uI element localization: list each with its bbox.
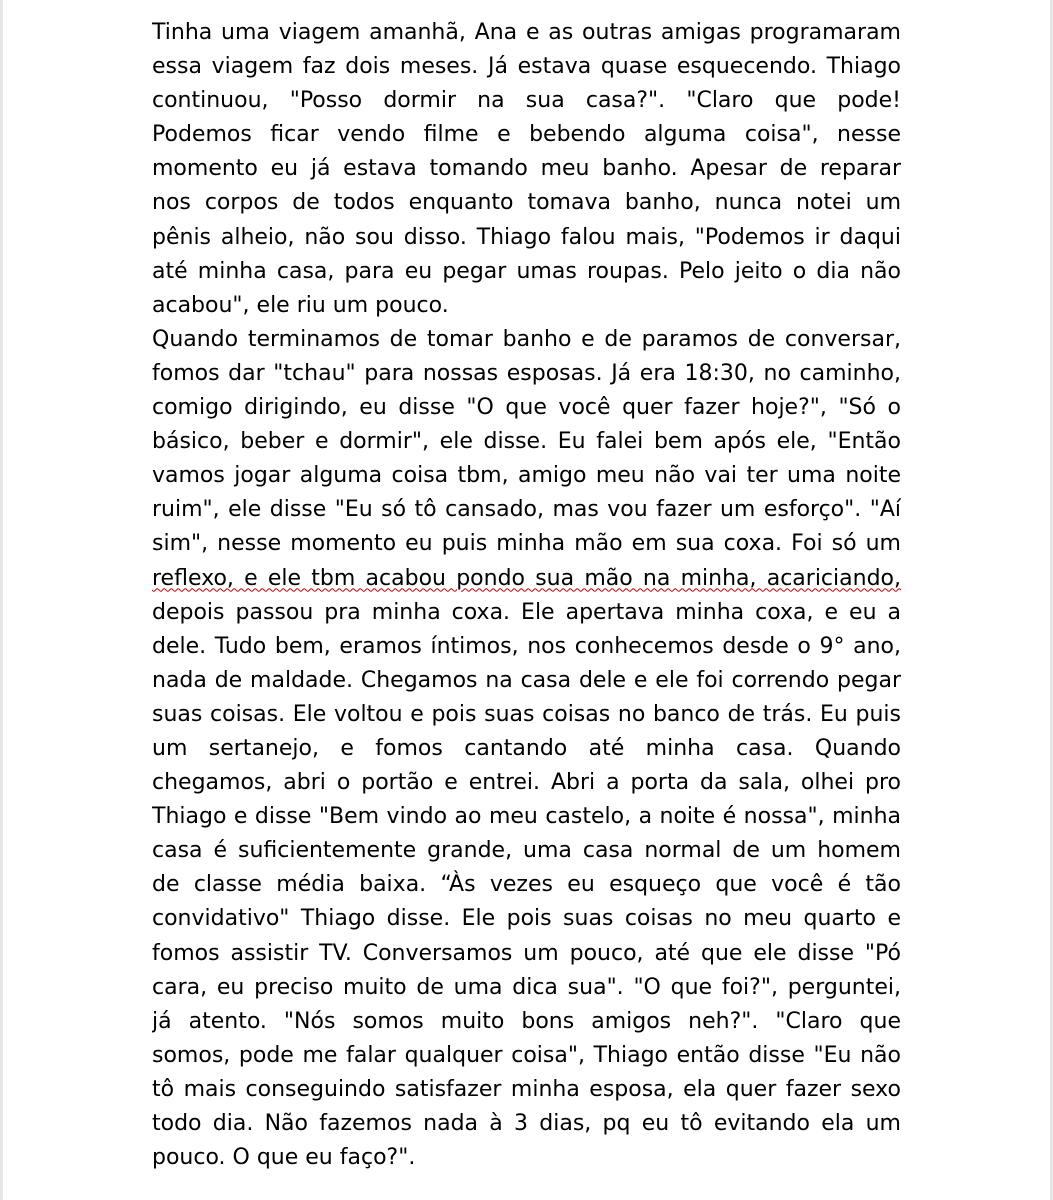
text-line: Tinha uma viagem amanhã, Ana e as outras amigas programaram [152,20,901,45]
document-page [152,16,901,1175]
paragraph-1 [152,16,901,323]
text-line-spellcheck: reflexo, e ele tbm acabou pondo sua mão na minha, acariciando, [152,565,901,591]
text-line: convidativo" Thiago disse. Ele pois suas coisas no meu quarto e [152,906,901,932]
text-line: casa é suficientemente grande, uma casa normal de um homem [152,838,901,864]
text-line: fomos assistir TV. Conversamos um pouco, até que ele disse "Pó [152,940,901,966]
text-line: Podemos ficar vendo filme e bebendo alguma coisa", nesse [152,122,901,148]
text-line: todo dia. Não fazemos nada à 3 dias, pq eu tô evitando ela um [152,1111,901,1136]
text-line: cara, eu preciso muito de uma dica sua". "O que foi?", perguntei, [152,974,901,1000]
text-line: continuou, "Posso dormir na sua casa?". "Claro que pode! [152,88,901,114]
text-line: vamos jogar alguma coisa tbm, amigo meu não vai ter uma noite [152,463,901,489]
text-line: depois passou pra minha coxa. Ele apertava minha coxa, e eu a [152,599,901,625]
text-line: de classe média baixa. “Às vezes eu esqueço que você é tão [152,872,901,898]
text-line: comigo dirigindo, eu disse "O que você quer fazer hoje?", "Só o [152,395,901,421]
text-line: um sertanejo, e fomos cantando até minha casa. Quando [152,735,901,761]
text-line: tô mais conseguindo satisfazer minha esposa, ela quer fazer sexo [152,1076,901,1102]
text-line: já atento. "Nós somos muito bons amigos neh?". "Claro que [152,1008,901,1034]
text-line: somos, pode me falar qualquer coisa", Thiago então disse "Eu não [152,1042,901,1068]
text-line: nos corpos de todos enquanto tomava banho, nunca notei um [152,190,901,216]
text-line: dele. Tudo bem, eramos íntimos, nos conhecemos desde o 9° ano, [152,633,901,659]
text-line: suas coisas. Ele voltou e pois suas coisas no banco de trás. Eu puis [152,701,901,727]
text-line: fomos dar "tchau" para nossas esposas. Já era 18:30, no caminho, [152,360,901,386]
text-line: pênis alheio, não sou disso. Thiago falou mais, "Podemos ir daqui [152,224,901,250]
text-line: chegamos, abri o portão e entrei. Abri a porta da sala, olhei pro [152,770,901,796]
text-line: acabou", ele riu um pouco. [152,292,449,318]
text-line: Thiago e disse "Bem vindo ao meu castelo, a noite é nossa", minha [152,804,901,830]
text-line: momento eu já estava tomando meu banho. Apesar de reparar [152,156,901,182]
text-line: pouco. O que eu faço?". [152,1145,416,1171]
text-line: básico, beber e dormir", ele disse. Eu falei bem após ele, "Então [152,429,901,455]
text-line: nada de maldade. Chegamos na casa dele e ele foi correndo pegar [152,667,901,693]
text-line: essa viagem faz dois meses. Já estava quase esquecendo. Thiago [152,54,901,80]
text-line: sim", nesse momento eu puis minha mão em sua coxa. Foi só um [152,531,901,557]
text-line: Quando terminamos de tomar banho e de paramos de conversar, [152,326,901,352]
paragraph-2 [152,323,901,1175]
text-line: ruim", ele disse "Eu só tô cansado, mas vou fazer um esforço". "Aí [152,497,901,523]
text-line: até minha casa, para eu pegar umas roupas. Pelo jeito o dia não [152,258,901,284]
